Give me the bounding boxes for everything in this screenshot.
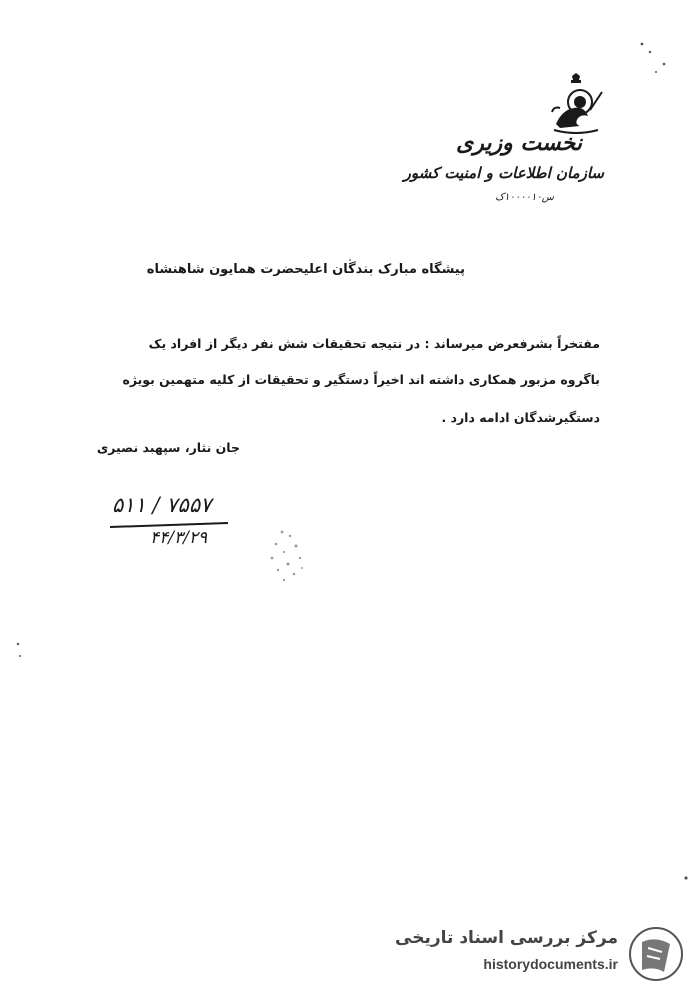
addressee-line: پیشگاه مبارک بندگان اعلیحضرت همایون شاهنشاه xyxy=(146,262,465,277)
lion-and-sun-emblem-icon xyxy=(546,72,606,136)
watermark-url: historydocuments.ir xyxy=(483,956,618,972)
watermark-title: مرکز بررسی اسناد تاریخی xyxy=(395,928,618,948)
letterhead-title: نخست وزیری xyxy=(456,130,582,156)
faded-stamp-icon xyxy=(262,522,318,590)
handwritten-number: ۵۱۱ / ۷۵۵۷ xyxy=(112,493,212,517)
body-line-2: باگروه مزبور همکاری داشته اند اخیراً دستگیر و تحقیقات از کلیه متهمین بویژه xyxy=(122,372,600,387)
watermark xyxy=(395,918,690,988)
signature-line: جان نثار، سپهبد نصیری xyxy=(96,440,240,455)
reference-number: س۱۰۰۰۰۱۰ک xyxy=(495,192,554,203)
watermark-logo-icon xyxy=(628,926,684,982)
handwritten-date: ۴۴/۳/۲۹ xyxy=(150,528,208,548)
body-line-1: مفتخراً بشرفعرض میرساند : در نتیجه تحقیقات شش نفر دیگر از افراد یک xyxy=(148,336,600,351)
body-line-3: دستگیرشدگان ادامه دارد . xyxy=(441,410,600,425)
letterhead-organization: سازمان اطلاعات و امنیت کشور xyxy=(403,164,604,182)
